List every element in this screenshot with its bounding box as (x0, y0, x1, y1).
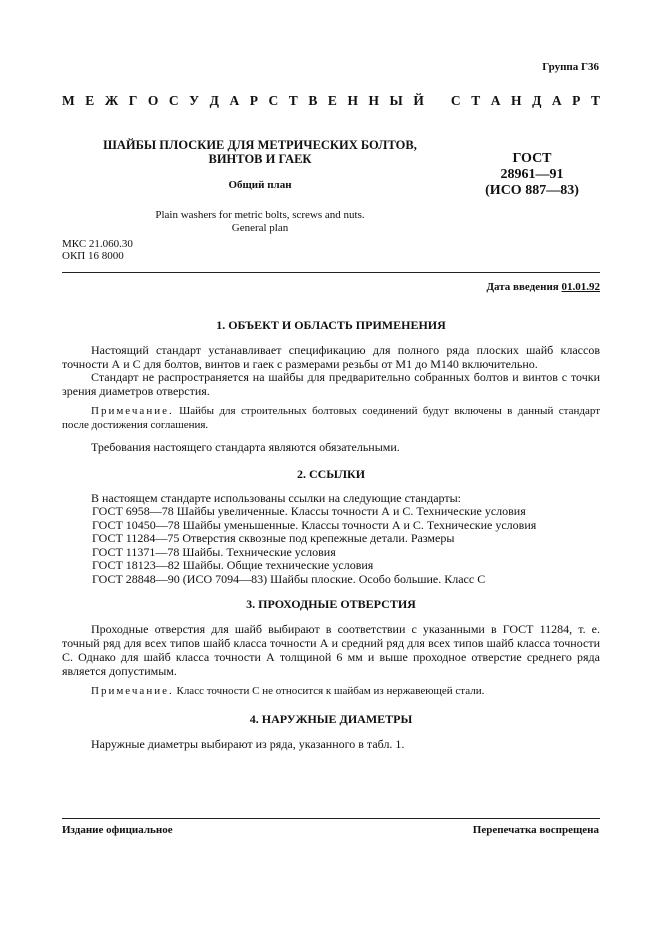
note-text: Шайбы для строительных болтовых соединений будут включены в данный стандарт после достижения соглашения. (62, 405, 600, 431)
section-4-title: 4. НАРУЖНЫЕ ДИАМЕТРЫ (249, 712, 413, 726)
okp-code: ОКП 16 8000 (62, 250, 124, 262)
gost-label: ГОСТ (512, 151, 552, 166)
heading-letter: Г (128, 93, 138, 108)
heading-letter: Ж (104, 93, 119, 108)
header-divider (62, 272, 600, 273)
reference-item: ГОСТ 6958—78 Шайбы увеличенные. Классы точности А и С. Технические условия (92, 504, 526, 518)
references-list (92, 505, 600, 586)
heading-letter: А (490, 93, 501, 108)
section-1-paragraph-3: Требования настоящего стандарта являются обязательными. (91, 440, 400, 454)
title-line-2: ВИНТОВ И ГАЕК (208, 152, 312, 166)
heading-letter: Р (249, 93, 258, 108)
footer-reprint-prohibited: Перепечатка воспрещена (472, 824, 599, 836)
note-label: Примечание. (91, 405, 174, 417)
mks-code: МКС 21.060.30 (62, 238, 133, 250)
heading-letter: Н (368, 93, 379, 108)
title-english-2: General plan (231, 222, 289, 234)
intro-date-value: 01.01.92 (561, 281, 600, 293)
note-text: Класс точности С не относится к шайбам из нержавеющей стали. (176, 685, 485, 697)
heading-letter: Н (347, 93, 358, 108)
section-1-title: 1. ОБЪЕКТ И ОБЛАСТЬ ПРИМЕНЕНИЯ (216, 318, 446, 332)
footer-divider (62, 818, 600, 819)
section-2-title: 2. ССЫЛКИ (296, 467, 366, 481)
section-1-paragraph-2: Стандарт не распространяется на шайбы для предварительно собранных болтов и винтов с точки зрения диаметров отверстия. (62, 370, 600, 398)
heading-letter: Т (288, 93, 298, 108)
heading-letter: Ы (389, 93, 403, 108)
title-line-1: ШАЙБЫ ПЛОСКИЕ ДЛЯ МЕТРИЧЕСКИХ БОЛТОВ, (103, 138, 417, 152)
section-1-note (62, 404, 600, 432)
heading-letter: С (268, 93, 279, 108)
classification-codes (62, 238, 133, 262)
note-label: Примечание. (91, 685, 174, 697)
heading-letter: С (450, 93, 461, 108)
heading-letter: Д (209, 93, 219, 108)
footer-official-edition: Издание официальное (62, 824, 173, 836)
section-3-paragraph-1: Проходные отверстия для шайб выбирают в соответствии с указанными в ГОСТ 11284, т. е. точный ряд для всех типов шайб класса точности А и средний ряд для всех типов шайб класса точности С. Однако для шайб класса точности А толщиной 6 мм и выше проходное отверстие среднего ряда является допустимым. (62, 622, 600, 678)
heading-letter: Е (85, 93, 95, 108)
section-4-paragraph-1: Наружные диаметры выбирают из ряда, указанного в табл. 1. (91, 737, 405, 751)
heading-letter: М (62, 93, 75, 108)
reference-item: ГОСТ 11284—75 Отверстия сквозные под крепежные детали. Размеры (92, 531, 455, 545)
heading-letter: А (229, 93, 240, 108)
title-block (92, 138, 428, 235)
heading-letter: У (189, 93, 200, 108)
heading-letter: Н (511, 93, 522, 108)
section-1-paragraph-1: Настоящий стандарт устанавливает спецификацию для полного ряда плоских шайб классов точности А и С для болтов, винтов и гаек с размерами резьбы от М1 до М140 включительно. (62, 343, 600, 371)
section-3-note (62, 684, 600, 698)
gost-number: 28961—91 (500, 167, 564, 182)
heading-letter: Т (471, 93, 481, 108)
heading-letter: Т (590, 93, 600, 108)
heading-letter: Е (327, 93, 337, 108)
heading-letter: Р (572, 93, 581, 108)
heading-letter: Й (413, 93, 424, 108)
title-english-1: Plain washers for metric bolts, screws and nuts. (155, 209, 365, 221)
reference-item: ГОСТ 10450—78 Шайбы уменьшенные. Классы точности А и С. Технические условия (92, 517, 537, 532)
interstate-standard-heading (62, 93, 600, 109)
reference-item: ГОСТ 28848—90 (ИСО 7094—83) Шайбы плоские. Особо большие. Класс С (92, 571, 486, 586)
introduction-date (486, 281, 600, 293)
heading-letter: С (168, 93, 179, 108)
heading-letter: Д (532, 93, 542, 108)
heading-word-gap (434, 93, 440, 109)
reference-item: ГОСТ 18123—82 Шайбы. Общие технические условия (92, 558, 374, 572)
gost-designation (472, 151, 592, 199)
section-2-intro: В настоящем стандарте использованы ссылки на следующие стандарты: (91, 491, 462, 505)
title-subtitle: Общий план (228, 179, 292, 191)
section-3-title: 3. ПРОХОДНЫЕ ОТВЕРСТИЯ (246, 597, 416, 611)
group-code: Группа Г36 (542, 61, 599, 73)
heading-letter: О (147, 93, 159, 108)
reference-item: ГОСТ 11371—78 Шайбы. Технические условия (92, 544, 336, 559)
intro-date-label: Дата введения (486, 281, 559, 293)
heading-letter: В (308, 93, 318, 108)
heading-letter: А (551, 93, 562, 108)
gost-iso: (ИСО 887—83) (485, 183, 579, 198)
